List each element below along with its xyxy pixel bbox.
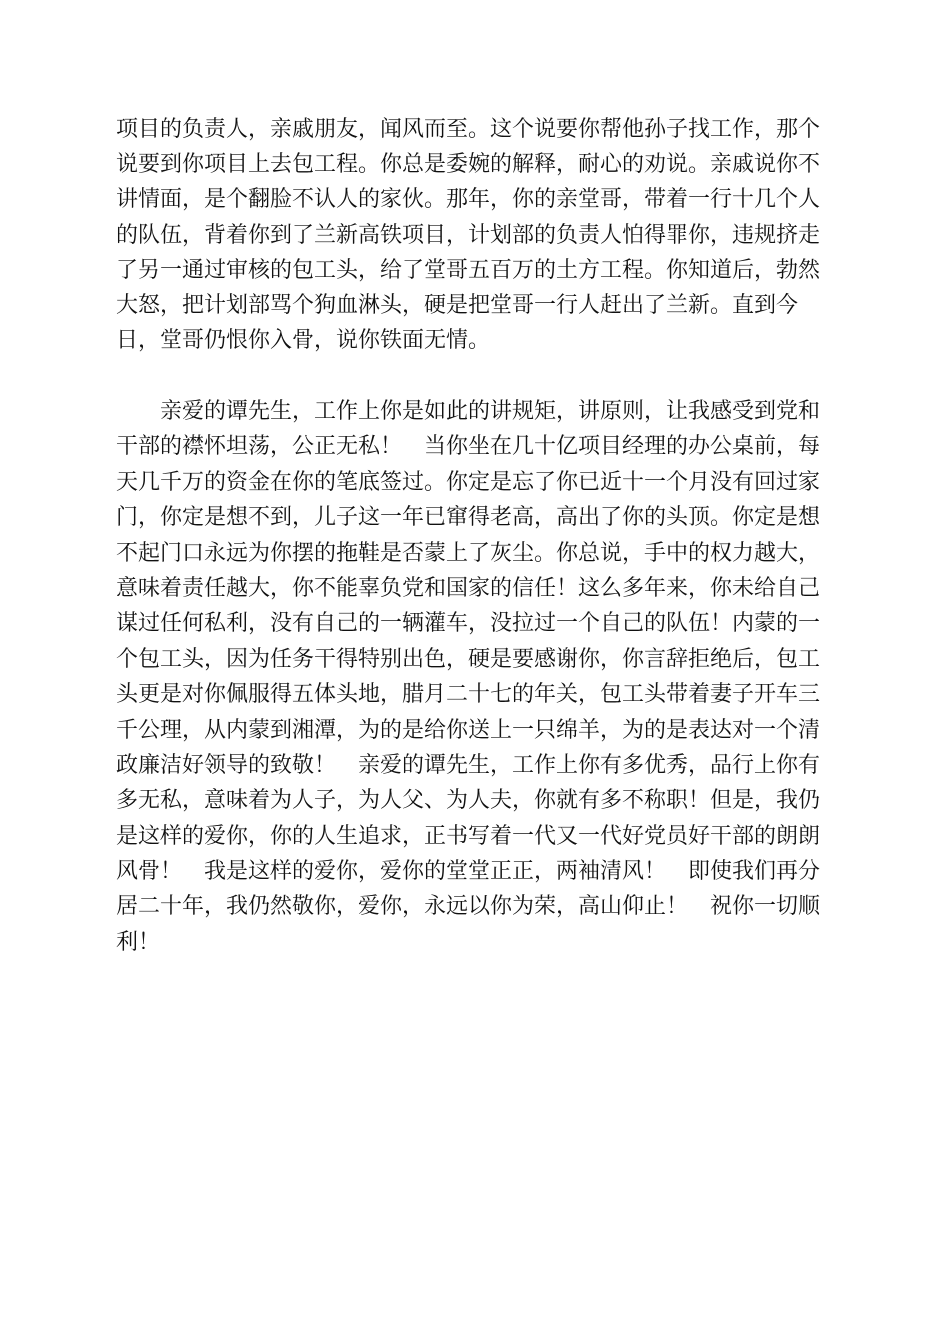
paragraph-1-line-4: 的队伍，背着你到了兰新高铁项目，计划部的负责人怕得罪你，违规挤走 <box>116 222 821 248</box>
paragraph-2-line-9: 头更是对你佩服得五体头地，腊月二十七的年关，包工头带着妻子开车三 <box>116 682 821 708</box>
paragraph-1-line-5: 了另一通过审核的包工头，给了堂哥五百万的土方工程。你知道后，勃然 <box>116 257 821 283</box>
paragraph-1-line-7: 日，堂哥仍恨你入骨，说你铁面无情。 <box>116 328 491 354</box>
paragraph-2-line-4: 门，你定是想不到，儿子这一年已窜得老高，高出了你的头顶。你定是想 <box>116 505 821 531</box>
paragraph-2-line-3: 天几千万的资金在你的笔底签过。你定是忘了你已近十一个月没有回过家 <box>116 469 821 495</box>
paragraph-2-line-11: 政廉洁好领导的致敬！ 亲爱的谭先生，工作上你有多优秀，品行上你有 <box>116 752 821 778</box>
paragraph-2-line-13: 是这样的爱你，你的人生追求，正书写着一代又一代好党员好干部的朗朗 <box>116 823 821 849</box>
paragraph-2-line-5: 不起门口永远为你摆的拖鞋是否蒙上了灰尘。你总说，手中的权力越大， <box>116 540 821 566</box>
paragraph-1-line-6: 大怒，把计划部骂个狗血淋头，硬是把堂哥一行人赶出了兰新。直到今 <box>116 292 799 318</box>
paragraph-2-line-16: 利！ <box>116 929 161 955</box>
paragraph-2-line-8: 个包工头，因为任务干得特别出色，硬是要感谢你，你言辞拒绝后，包工 <box>116 646 821 672</box>
paragraph-2 <box>116 394 836 960</box>
paragraph-1 <box>116 112 836 358</box>
paragraph-1-line-3: 讲情面，是个翻脸不认人的家伙。那年，你的亲堂哥，带着一行十几个人 <box>116 187 821 213</box>
paragraph-2-line-15: 居二十年，我仍然敬你，爱你，永远以你为荣，高山仰止！ 祝你一切顺 <box>116 894 821 920</box>
paragraph-2-line-7: 谋过任何私利，没有自己的一辆灌车，没拉过一个自己的队伍！内蒙的一 <box>116 611 821 637</box>
paragraph-2-line-6: 意味着责任越大，你不能辜负党和国家的信任！这么多年来，你未给自己 <box>116 575 821 601</box>
paragraph-1-line-2: 说要到你项目上去包工程。你总是委婉的解释，耐心的劝说。亲戚说你不 <box>116 152 821 178</box>
paragraph-2-line-2: 干部的襟怀坦荡，公正无私！ 当你坐在几十亿项目经理的办公桌前，每 <box>116 434 821 460</box>
paragraph-2-line-14: 风骨！ 我是这样的爱你，爱你的堂堂正正，两袖清风！ 即使我们再分 <box>116 859 821 885</box>
paragraph-2-line-1: 亲爱的谭先生，工作上你是如此的讲规矩，讲原则，让我感受到党和 <box>160 399 821 424</box>
paragraph-1-line-1: 项目的负责人，亲戚朋友，闻风而至。这个说要你帮他孙子找工作，那个 <box>116 117 821 142</box>
paragraph-2-line-10: 千公理，从内蒙到湘潭，为的是给你送上一只绵羊，为的是表达对一个清 <box>116 717 821 743</box>
paragraph-2-line-12: 多无私，意味着为人子，为人父、为人夫，你就有多不称职！但是，我仍 <box>116 788 821 814</box>
